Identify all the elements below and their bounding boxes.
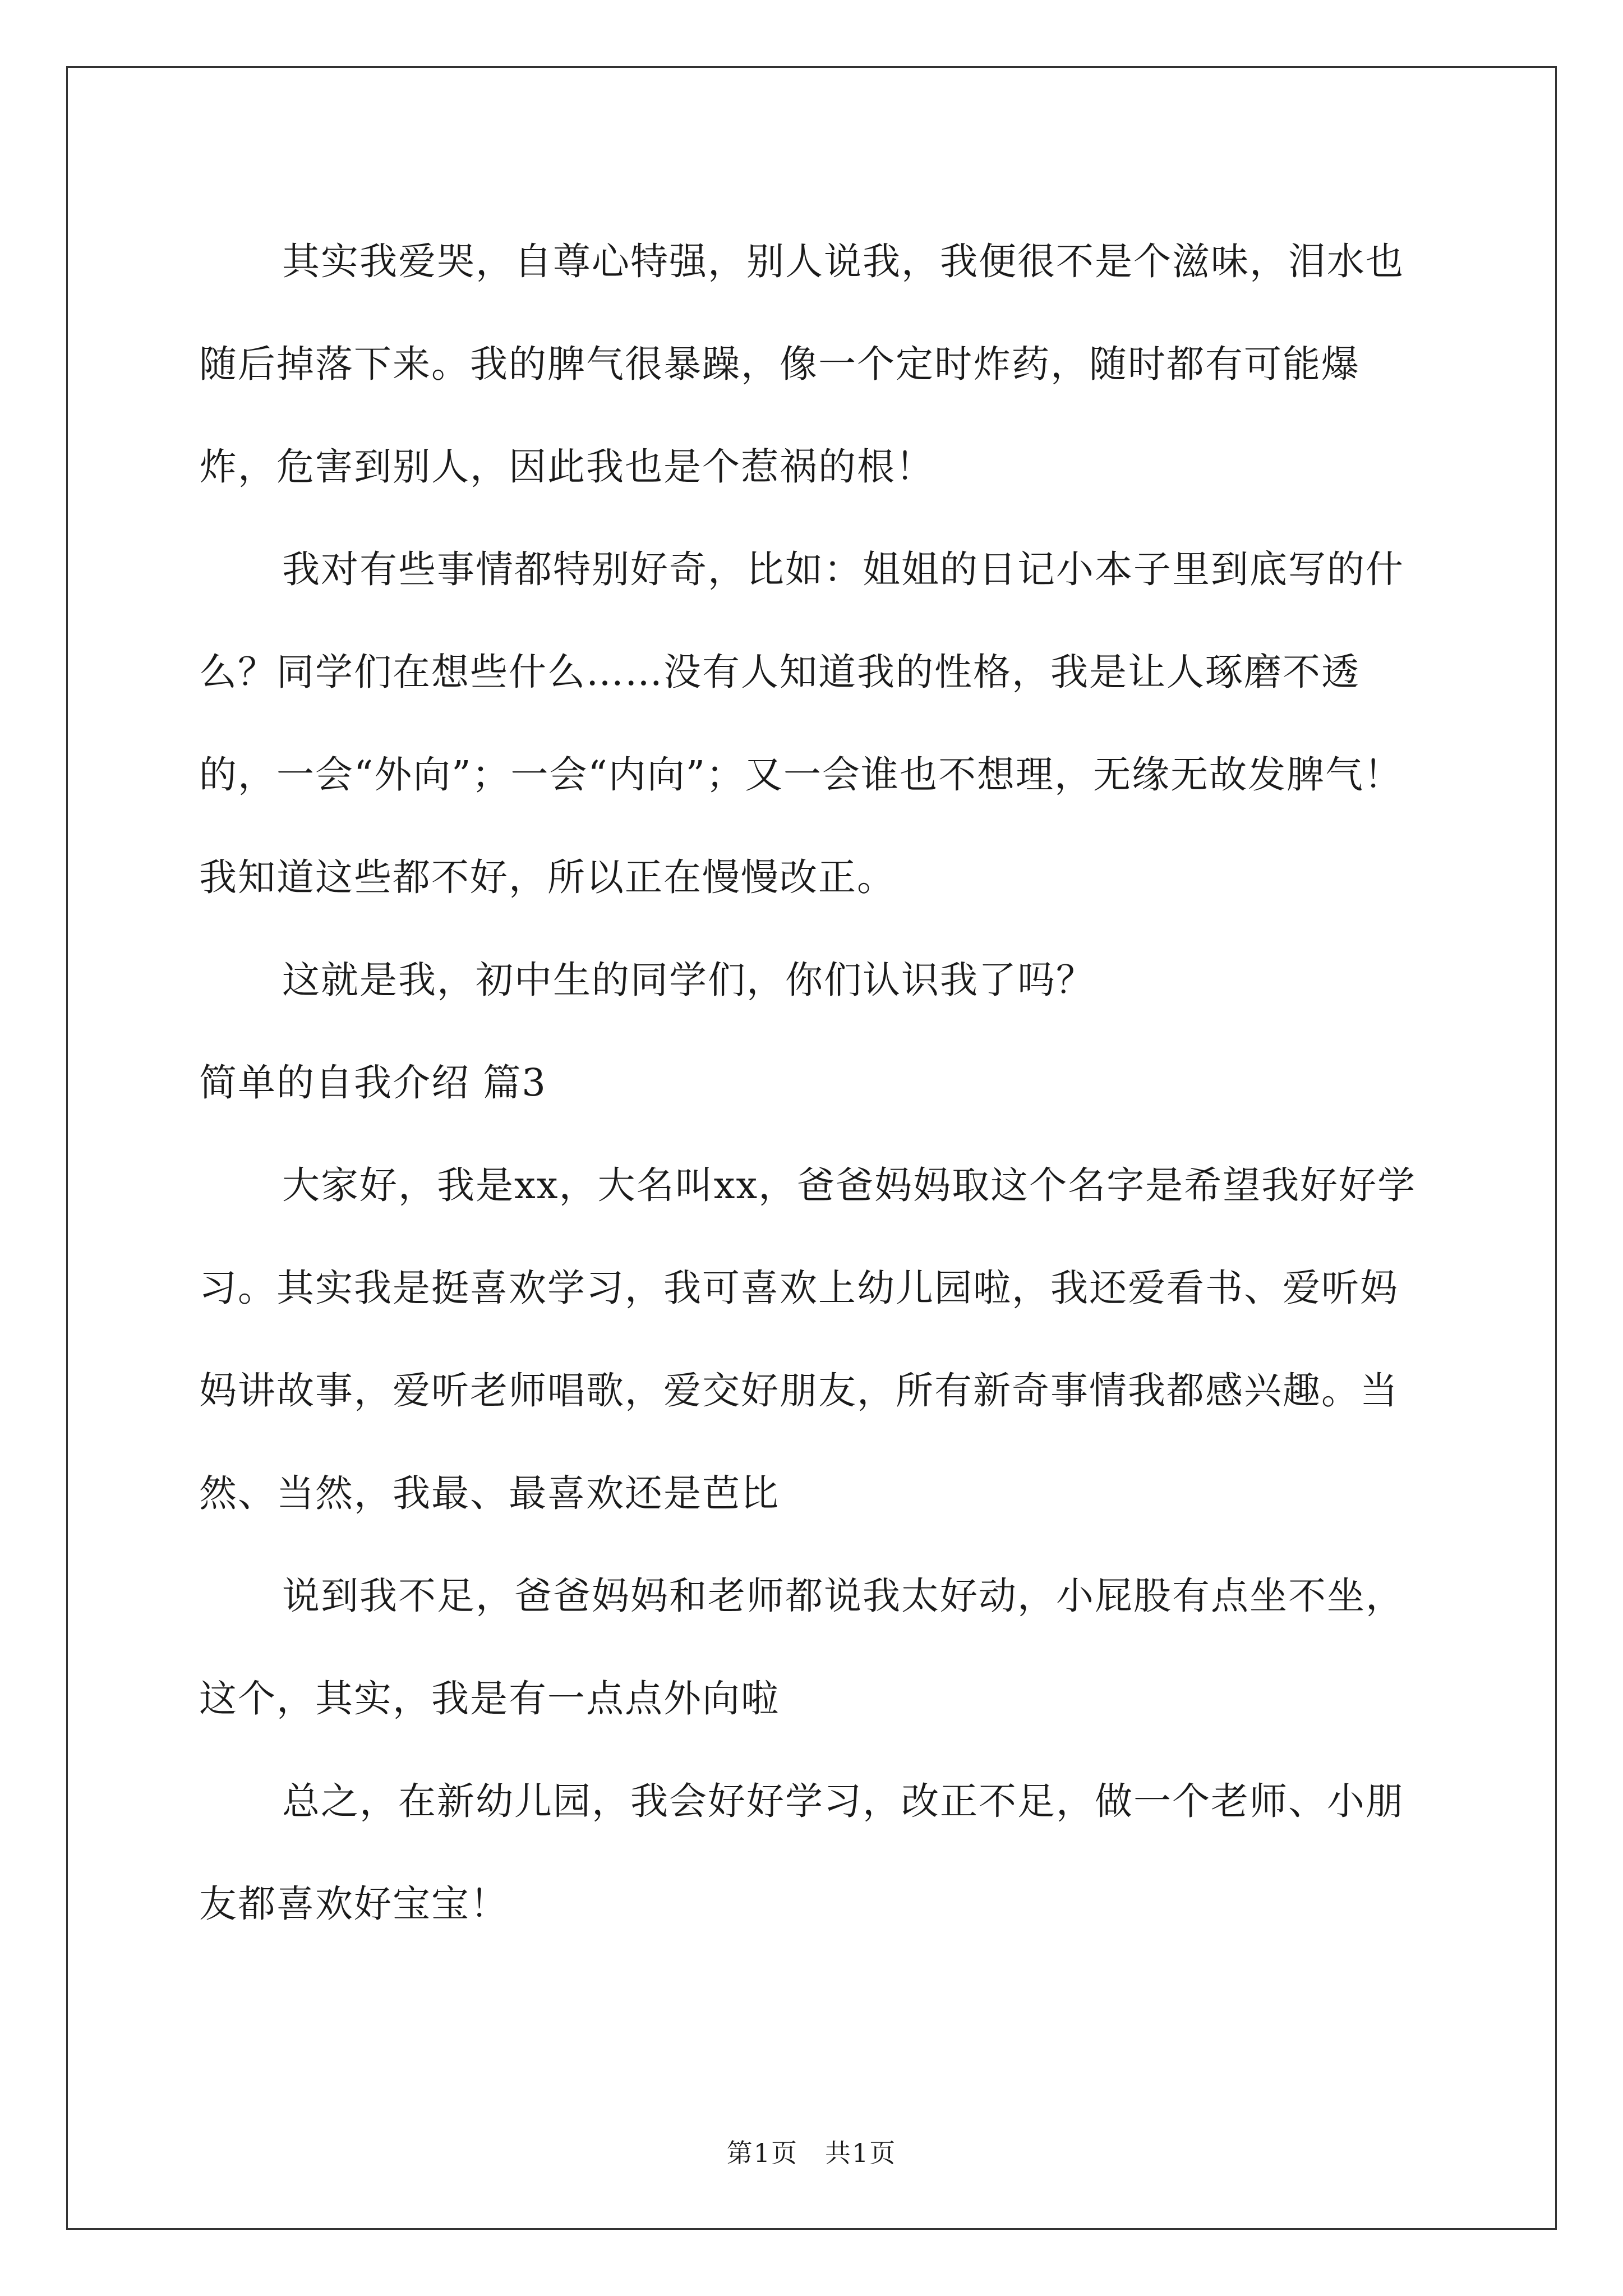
paragraph: 其实我爱哭，自尊心特强，别人说我，我便很不是个滋味，泪水也随后掉落下来。我的脾气很暴躁，像一个定时炸药，随时都有可能爆炸，危害到别人，因此我也是个惹祸的根！ — [199, 240, 1404, 489]
paragraph: 大家好，我是xx，大名叫xx，爸爸妈妈取这个名字是希望我好好学习。其实我是挺喜欢学习，我可喜欢上幼儿园啦，我还爱看书、爱听妈妈讲故事，爱听老师唱歌，爱交好朋友，所有新奇事情我都感兴趣。当然、当然，我最、最喜欢还是芭比 — [199, 1163, 1417, 1515]
paragraph: 总之，在新幼儿园，我会好好学习，改正不足，做一个老师、小朋友都喜欢好宝宝！ — [199, 1779, 1404, 1926]
page-footer — [0, 2136, 1623, 2170]
section-heading: 简单的自我介绍 篇3 — [199, 1061, 547, 1105]
page-number: 第1页 — [726, 2138, 798, 2168]
paragraph: 说到我不足，爸爸妈妈和老师都说我太好动，小屁股有点坐不坐，这个，其实，我是有一点点外向啦 — [199, 1574, 1404, 1720]
document-body — [199, 210, 1433, 1955]
paragraph: 我对有些事情都特别好奇，比如：姐姐的日记小本子里到底写的什么？同学们在想些什么……没有人知道我的性格，我是让人琢磨不透的，一会“外向”；一会“内向”；又一会谁也不想理，无缘无故发脾气！我知道这些都不好，所以正在慢慢改正。 — [199, 547, 1404, 899]
paragraph: 这就是我，初中生的同学们，你们认识我了吗？ — [282, 958, 1095, 1002]
page-total: 共1页 — [825, 2138, 897, 2168]
